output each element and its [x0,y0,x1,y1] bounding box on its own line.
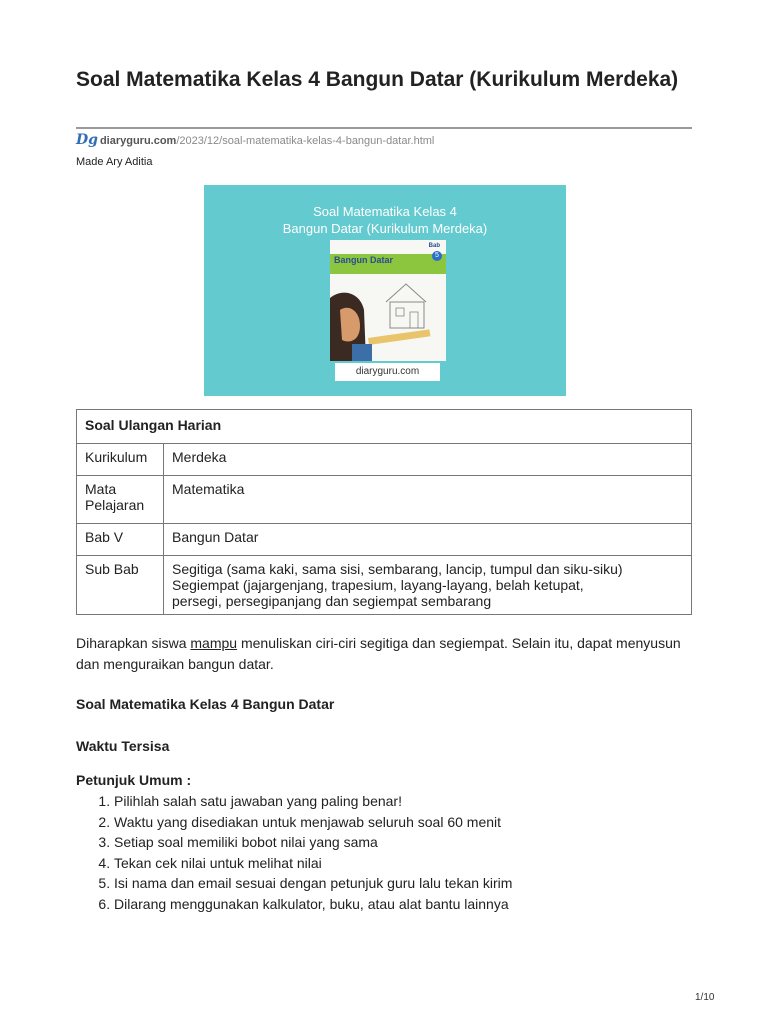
list-item: 1. Pilihlah salah satu jawaban yang paling benar! [114,791,714,812]
house-drawing-icon [330,240,446,361]
table-row [77,556,692,615]
table-header: Soal Ulangan Harian [77,410,692,444]
diaryguru-logo-icon: Dg [76,132,98,148]
info-table [76,409,692,615]
intro-paragraph: Diharapkan siswa mampu menuliskan ciri-ciri segitiga dan segiempat. Selain itu, dapat menyusun dan menguraikan bangun datar. [76,635,681,672]
timer-label: Waktu Tersisa [76,738,170,754]
book-bab-number: 5 [432,251,442,261]
hero-site-label: diaryguru.com [335,363,440,381]
table-row [77,410,692,444]
sub-bab-line: persegi, persegipanjang dan segiempat sembarang [172,593,492,609]
source-path[interactable]: /2023/12/soal-matematika-kelas-4-bangun-datar.html [176,135,435,147]
section-title: Soal Matematika Kelas 4 Bangun Datar [76,696,335,712]
row-value: Matematika [164,476,692,524]
row-value [164,556,692,615]
title-divider [76,127,692,129]
book-cover-illustration [330,240,446,361]
list-item: 2. Waktu yang disediakan untuk menjawab seluruh soal 60 menit [114,812,714,833]
sub-bab-line: Segitiga (sama kaki, sama sisi, sembarang, lancip, tumpul dan siku-siku) [172,561,623,577]
hero-image [204,185,566,396]
row-value: Merdeka [164,444,692,476]
row-value: Bangun Datar [164,524,692,556]
page-title: Soal Matematika Kelas 4 Bangun Datar (Kurikulum Merdeka) [76,68,679,91]
page-number: 1/10 [695,992,715,1003]
source-domain[interactable]: diaryguru.com [99,135,177,147]
book-bab-label: Bab [428,243,440,249]
list-item: 4. Tekan cek nilai untuk melihat nilai [114,853,714,874]
table-row [77,524,692,556]
mampu-link[interactable]: mampu [190,635,238,651]
row-label: Sub Bab [77,556,164,615]
book-cover-title: Bangun Datar [334,255,394,265]
list-item: 3. Setiap soal memiliki bobot nilai yang sama [114,832,714,853]
instructions-list [76,791,714,914]
instructions-title: Petunjuk Umum : [76,772,192,788]
source-url[interactable] [76,132,434,148]
sub-bab-line: Segiempat (jajargenjang, trapesium, layang-layang, belah ketupat, [172,577,584,593]
list-item: 6. Dilarang menggunakan kalkulator, buku, atau alat bantu lainnya [114,894,714,915]
hero-title-line2: Bangun Datar (Kurikulum Merdeka) [282,221,488,236]
hero-title-line1: Soal Matematika Kelas 4 [313,204,457,219]
table-row [77,444,692,476]
table-row [77,476,692,524]
row-label: Bab V [77,524,164,556]
row-label: Kurikulum [77,444,164,476]
row-label: Mata Pelajaran [77,476,164,524]
list-item: 5. Isi nama dan email sesuai dengan petunjuk guru lalu tekan kirim [114,873,714,894]
author-name: Made Ary Aditia [76,156,153,168]
